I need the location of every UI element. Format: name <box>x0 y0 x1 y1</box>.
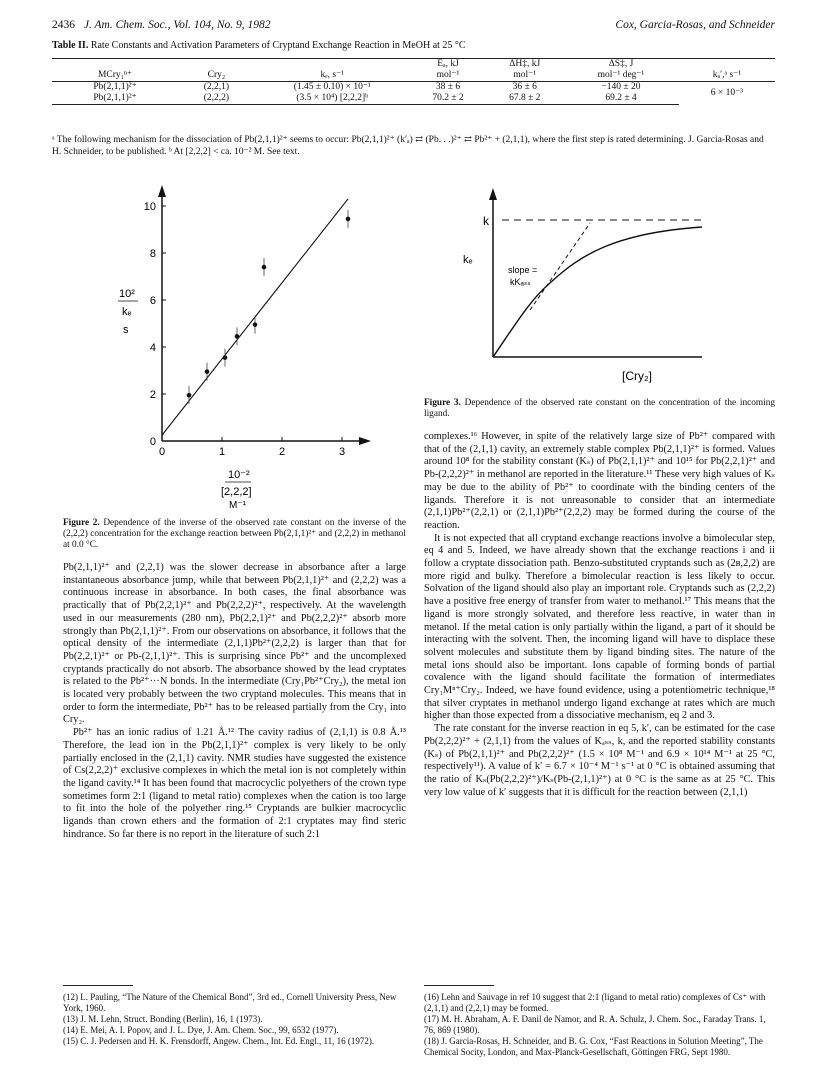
cell-mcry: Pb(2,1,1)²⁺ <box>52 93 178 105</box>
paragraph: Pb²⁺ has an ionic radius of 1.21 Å.¹² The cavity radius of (2,1,1) is 0.8 Å.¹³ Therefore, the lead ion in the Pb(2,1,1)²⁺ complex is very likely to be only partially enclosed in the (2,1,1) cavity. NMR studies have suggested the existence of Cs(2,2,2)⁺ exclusive complexes in which the metal ion is not completely within the ligand cavity.¹⁴ It has been found that macrocyclic polyethers of the crown type sometimes form 2:1 (ligand to metal ratio) complexes when the cation is too large to fit into the hole of the polyether ring.¹⁵ Cryptands are bulkier macrocyclic ligands than crown ethers and the formation of 2:1 cryptates may find steric hindrance. So far there is no report in the literature of such 2:1 <box>63 727 406 840</box>
cell-dh: 67.8 ± 2 <box>486 93 563 105</box>
header-authors: Cox, Garcia-Rosas, and Schneider <box>615 19 775 31</box>
reference-item: (17) M. H. Abraham, A. F. Danil de Namor, and R. A. Schulz, J. Chem. Soc., Faraday Trans. 1, 76, 869 (1980). <box>424 1013 766 1035</box>
left-column-text <box>63 562 406 841</box>
x-tick-label: 3 <box>338 446 346 458</box>
cell-ds: −140 ± 20 <box>601 82 641 92</box>
data-point <box>346 217 351 222</box>
fig2-xlabel-bot: M⁻¹ <box>229 500 246 511</box>
cell-ke: (3.5 × 10⁴) [2,2,2]ᵇ <box>255 93 410 105</box>
fig2-ylabel-mid: kₑ <box>122 306 132 318</box>
fig2-xlabel-top: 10⁻² <box>228 469 250 481</box>
y-tick-label: 4 <box>149 342 156 354</box>
footnote-rule-right <box>424 985 494 986</box>
figure-2-caption <box>63 518 406 551</box>
figure-3-caption-text: Dependence of the observed rate constant on the concentration of the incoming ligand. <box>424 398 775 419</box>
paragraph: It is not expected that all cryptand exchange reactions involve a bimolecular step, eq 4 and 5. Indeed, we have already shown that the exchange reactions i and ii follow a cryptate dissociation path. Benzo-substituted cryptands such as (2ʙ,2,2) are more rigid and bulky. Therefore a bimolecular reaction is less likely to occur. Solvation of the ligand should also play an important role. Cryptands such as (2,2,2) have a positive free energy of transfer from water to methanol.¹⁷ This means that the ligand is more strongly solvated, and therefore less reactive, in water than in metanol. If the metal cation is only partially within the ligand, a part of it should be interacting with the solvent. Then, the incoming ligand will have to displace these solvent molecules and substitute them by ligand binding sites. The nature of the metal ions should also be important. Ions capable of forming bonds of partial covalence with the ligand should facilitate the formation of intermediates Cry₁Mⁿ⁺Cry₂. Indeed, we have found evidence, using a potentiometric technique,¹⁸ that silver cryptates in methanol undergo ligand exchange at rates which are much higher than those expected from a dissociative mechanism, eq 2 and 3. <box>424 532 775 722</box>
references-right <box>424 992 775 1058</box>
page-number: 2436 <box>52 19 75 31</box>
fig3-y-arrow-icon <box>489 188 497 200</box>
right-column-text <box>424 431 775 799</box>
fig2-ylabel-bot: s <box>123 324 129 336</box>
table-caption <box>52 40 775 51</box>
th-ea-2: mol⁻¹ <box>410 70 487 82</box>
fig3-curve <box>493 227 702 357</box>
y-tick-label: 8 <box>149 248 156 260</box>
journal-citation: J. Am. Chem. Soc., Vol. 104, No. 9, 1982 <box>83 19 271 31</box>
table-footnotes <box>52 135 775 158</box>
footnote-a: ᵃ The following mechanism for the dissociation of Pb(2,1,1)²⁺ seems to occur: Pb(2,1,1)²⁺ (k′ₐ) ⇄ (Pb. . .)²⁺ ⇄ Pb²⁺ + (2,1,1), where the first step is rated determining. J. Garcia-Rosas and H. Schneider, to be published. <box>52 135 764 157</box>
th-kd: kₐ′,ᵃ s⁻¹ <box>679 70 775 82</box>
references-left <box>63 992 406 1048</box>
th-ds-2: mol⁻¹ deg⁻¹ <box>563 70 679 82</box>
fig2-xlabel-mid: [2,2,2] <box>221 486 252 498</box>
data-point <box>187 393 192 398</box>
fig3-label-ke: kₑ <box>463 254 473 266</box>
x-tick-label: 2 <box>278 446 286 458</box>
paragraph: complexes.¹⁶ However, in spite of the relatively large size of Pb²⁺ compared with that of the (2,1,1) cavity, an extremely stable complex Pb(2,1,1)²⁺ is formed. Values around 10⁸ for the stability constant (Kₛ) of Pb(2,1,1)²⁺ and 10¹⁵ for Pb(2,2,1)²⁺ and Pb-(2,2,2)²⁺ in methanol are reported in the literature.¹¹ These very high values of Kₛ may be due to the ability of Pb²⁺ to coordinate with the binding centers of the ligands. Therefore it is not unreasonable to consider that an intermediate (2,1,1)Pb²⁺(2,2,1) or (2,1,1)Pb²⁺(2,2,2) may be formed during the course of the reaction. <box>424 431 775 531</box>
th-ke: kₑ, s⁻¹ <box>255 70 410 82</box>
cell-kd: 6 × 10⁻³ <box>710 87 744 98</box>
th-ds-1: ΔS‡, J <box>563 59 679 71</box>
th-cry: Cry₂ <box>178 70 255 82</box>
cell-ea: 38 ± 6 <box>435 82 461 92</box>
figure-2-chart <box>105 175 375 511</box>
y-axis-arrow-icon <box>158 185 166 197</box>
figure-3-caption-label: Figure 3. <box>424 398 461 408</box>
cell-ea: 70.2 ± 2 <box>410 93 487 105</box>
figure-3-diagram <box>440 185 740 385</box>
table-caption-text: Rate Constants and Activation Parameters of Cryptand Exchange Reaction in MeOH at 25 °C <box>90 40 466 51</box>
th-dh-2: mol⁻¹ <box>486 70 563 82</box>
reference-item: (15) C. J. Pedersen and H. K. Frensdorff, Angew. Chem., Int. Ed. Engl., 11, 16 (1972). <box>63 1036 375 1047</box>
reference-item: (12) L. Pauling, “The Nature of the Chemical Bond”, 3rd ed., Cornell University Press, New York, 1960. <box>63 992 397 1013</box>
th-dh-1: ΔH‡, kJ <box>486 59 563 71</box>
cell-cry: (2,2,2) <box>178 93 255 105</box>
cell-ke: (1.45 ± 0.10) × 10⁻¹ <box>293 82 371 92</box>
x-tick-label: 0 <box>158 446 166 458</box>
th-ea-1: Eₐ, kJ <box>410 59 487 71</box>
th-mcry: MCry₁ⁿ⁺ <box>52 70 178 82</box>
reference-item: (16) Lehn and Sauvage in ref 10 suggest that 2:1 (ligand to metal ratio) complexes of Cs⁺ with (2,1,1) and (2,2,1) may be formed. <box>424 992 766 1013</box>
data-point <box>253 322 258 327</box>
fig3-slope-line <box>530 223 590 310</box>
table-row <box>52 82 775 94</box>
data-point <box>223 355 228 360</box>
y-tick-label: 6 <box>149 295 156 307</box>
cell-cry: (2,2,1) <box>203 82 230 92</box>
figure-2-caption-label: Figure 2. <box>63 518 100 528</box>
data-point <box>235 334 240 339</box>
figure-2-caption-text: Dependence of the inverse of the observed rate constant on the inverse of the (2,2,2) concentration for the exchange reaction between Pb(2,1,1)²⁺ and (2,2,2) in methanol at 0.0 °C. <box>63 518 406 550</box>
data-point <box>205 369 210 374</box>
rate-constants-table <box>52 58 775 105</box>
footnote-b: ᵇ At [2,2,2] < ca. 10⁻² M. See text. <box>168 146 300 157</box>
data-point <box>262 265 267 270</box>
cell-mcry: Pb(2,1,1)²⁺ <box>93 82 137 92</box>
fig2-ylabel-top: 10² <box>119 288 135 300</box>
fig3-label-k: k <box>483 214 489 228</box>
table-caption-label: Table II. <box>52 40 89 51</box>
footnote-rule-left <box>63 985 133 986</box>
y-tick-label: 0 <box>149 436 156 448</box>
figure-3-caption <box>424 398 775 420</box>
paragraph: The rate constant for the inverse reaction in eq 5, k′, can be estimated for the case Pb(2,2,2)²⁺ + (2,1,1) from the values of Kₐₛₛ, k, and the reported stability constants (Kₛ) of Pb(2,1,1)²⁺ and Pb(2,2,2)²⁺ (1.5 × 10⁸ M⁻¹ and 6.9 × 10¹⁴ M⁻¹ at 25 °C, respectively¹¹). A value of k′ = 6.7 × 10⁻⁴ M⁻¹ s⁻¹ at 0 °C is obtained assuming that the ratio of Kₛ(Pb(2,2,2)²⁺)/Kₛ(Pb-(2,1,1)²⁺) at 0 °C is the same as at 25 °C. This very low value of k′ suggests that it is difficult for the reaction between (2,1,1) <box>424 723 775 798</box>
reference-item: (18) J. Garcia-Rosas, H. Schneider, and B. G. Cox, “Fast Reactions in Solution Meeting”, The Chemical Socity, London, and Max-Planck-Gesellschaft, Göttingen FRG, Sept 1980. <box>424 1035 763 1057</box>
x-tick-label: 1 <box>218 446 226 458</box>
y-tick-label: 10 <box>143 201 156 213</box>
fig2-axes <box>158 185 371 445</box>
running-header <box>52 19 775 31</box>
table-row <box>52 93 775 105</box>
paragraph: Pb(2,1,1)²⁺ and (2,2,1) was the slower decrease in absorbance after a large instantaneous absorbance jump, while that between Pb(2,1,1)²⁺ and (2,2,2) was a continuous increase in absorbance. In both cases, the final absorbance was practically that of Pb(2,2,1)²⁺ and Pb(2,2,2)²⁺, respectively. At the wavelength used in our measurements (280 nm), Pb(2,2,1)²⁺ and Pb(2,2,2)²⁺ absorb more strongly than Pb(2,1,1)²⁺. From our observations on absorbance, it follows that the optical density of the intermediate (2,1,1)Pb²⁺(2,2,2) is larger than that for Pb(2,2,1)²⁺ or Pb-(2,1,1)²⁺. This is surprising since Pb²⁺ and the uncomplexed cryptands practically do not absorb. The absorbance showed by the lead cryptates is related to the Pb²⁺···N bonds. In the intermediate (Cry₁Pb²⁺Cry₂), the metal ion is located very probably between the two cryptand molecules. This means that in order to form the intermediate, Pb²⁺ has to be released partially from the Cry₁ into Cry₂. <box>63 562 406 726</box>
fig3-slope-label-1: slope = <box>508 265 538 275</box>
reference-item: (14) E. Mei, A. I. Popov, and J. L. Dye, J. Am. Chem. Soc., 99, 6532 (1977). <box>63 1025 339 1036</box>
reference-item: (13) J. M. Lehn, Struct. Bonding (Berlin), 16, 1 (1973). <box>63 1013 263 1024</box>
fig3-xlabel: [Cry₂] <box>622 369 652 383</box>
y-tick-label: 2 <box>149 389 156 401</box>
x-axis-arrow-icon <box>359 437 371 445</box>
fig3-slope-label-2: kKₐₛₛ <box>510 277 531 287</box>
cell-ds: 69.2 ± 4 <box>563 93 679 105</box>
cell-dh: 36 ± 6 <box>512 82 537 92</box>
